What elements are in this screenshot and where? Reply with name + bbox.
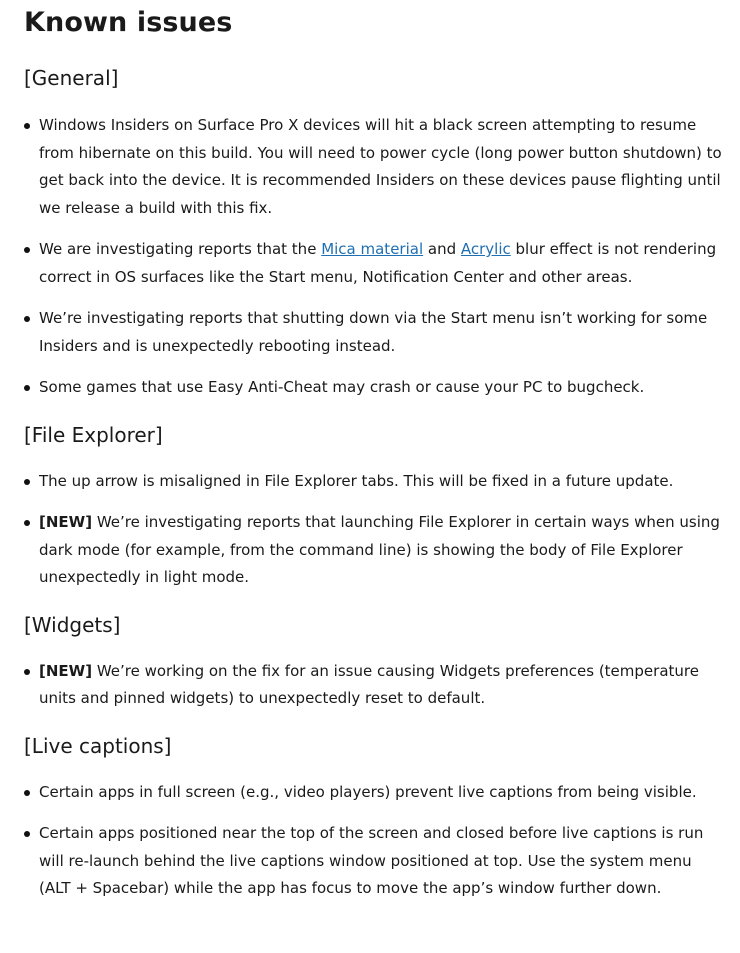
- list-item: Certain apps positioned near the top of the screen and closed before live captions is run will re-launch behind the live captions window positioned at top. Use the system menu (ALT + Spacebar) while the app has focus to move the app’s window further down.: [24, 820, 724, 903]
- list-item-text: We are investigating reports that the: [39, 240, 322, 258]
- list-item: Some games that use Easy Anti-Cheat may crash or cause your PC to bugcheck.: [24, 374, 724, 402]
- section-heading-widgets: [Widgets]: [24, 612, 121, 637]
- section-heading-file-explorer: [File Explorer]: [24, 422, 163, 447]
- list-item-text: We’re working on the fix for an issue causing Widgets preferences (temperature units and pinned widgets) to unexpectedly reset to default.: [39, 661, 699, 707]
- new-tag: [NEW]: [39, 661, 93, 680]
- general-issues-list: [24, 112, 724, 402]
- file-explorer-issues-list: [24, 468, 724, 592]
- known-issues-document: [24, 6, 724, 917]
- list-item: Windows Insiders on Surface Pro X devices will hit a black screen attempting to resume from hibernate on this build. You will need to power cycle (long power button shutdown) to get back into the device. It is recommended Insiders on these devices pause flighting until we release a build with this fix.: [24, 112, 724, 222]
- page-title: Known issues: [24, 7, 233, 38]
- list-item-text: We’re investigating reports that launching File Explorer in certain ways when using dark mode (for example, from the command line) is showing the body of File Explorer unexpectedly in light mode.: [39, 513, 720, 586]
- section-heading-general: [General]: [24, 66, 119, 90]
- list-item: [24, 509, 724, 592]
- list-item: [24, 236, 724, 291]
- list-item: [24, 658, 724, 713]
- list-item-text: and: [423, 240, 461, 258]
- live-captions-issues-list: [24, 779, 724, 903]
- section-heading-live-captions: [Live captions]: [24, 733, 172, 758]
- list-item: Certain apps in full screen (e.g., video players) prevent live captions from being visible.: [24, 779, 724, 807]
- widgets-issues-list: [24, 658, 724, 713]
- acrylic-link[interactable]: Acrylic: [460, 240, 511, 258]
- list-item: We’re investigating reports that shutting down via the Start menu isn’t working for some Insiders and is unexpectedly rebooting instead.: [24, 305, 724, 360]
- list-item-text: blur effect is not rendering correct in OS surfaces like the Start menu, Notification Center and other areas.: [39, 240, 717, 286]
- mica-material-link[interactable]: Mica material: [321, 240, 424, 258]
- new-tag: [NEW]: [39, 513, 93, 531]
- list-item: The up arrow is misaligned in File Explorer tabs. This will be fixed in a future update.: [24, 468, 724, 496]
